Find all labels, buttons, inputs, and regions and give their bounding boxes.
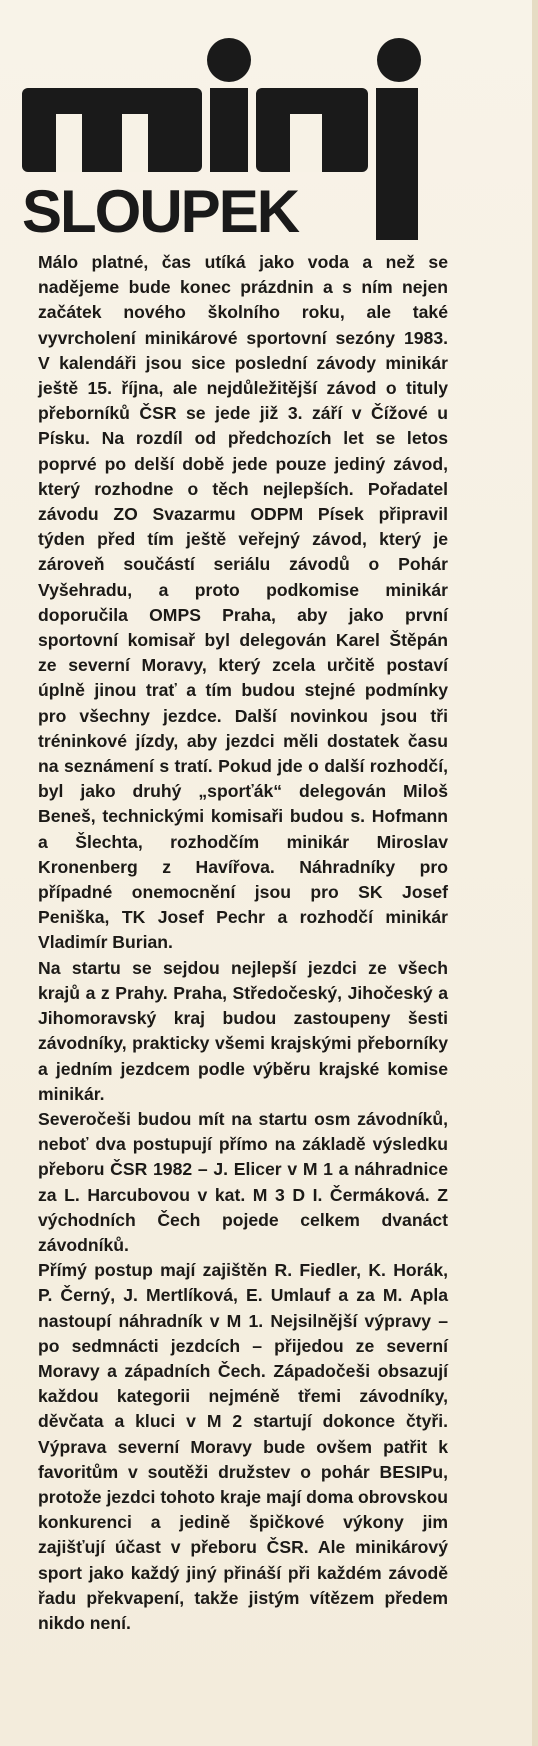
paragraph: Severočeši budou mít na startu osm závodníků, neboť dva postupují přímo na základě výsledku přeboru ČSR 1982 – J. Elicer v M 1 a náhradnice za L. Harcubovou v kat. M 3 D I. Čermáková. Z východních Čech pojede celkem dvanáct závodníků.	[38, 1108, 448, 1255]
paragraph: Na startu se sejdou nejlepší jezdci ze všech krajů a z Prahy. Praha, Středočeský, Jihočeský a Jihomoravský kraj budou zastoupeny šesti závodníky, prakticky všemi krajskými přeborníky a jedním jezdcem podle výběru krajské komise minikár.	[38, 957, 448, 1104]
paragraph: Málo platné, čas utíká jako voda a než se nadějeme bude konec prázdnin a s ním nejen začátek nového školního roku, ale také vyvrcholení minikárové sportovní sezóny 1983. V kalendáři jsou sice poslední závody minikár ještě 15. října, ale nejdůležitější závod o tituly přeborníků ČSR se jede již 3. září v Čížové u Písku. Na rozdíl od předchozích let se letos poprvé po delší době jede pouze jediný závod, který rozhodne o těch nejlepších. Pořadatel závodu ZO Svazarmu ODPM Písek připravil týden před tím ještě veřejný závod, který je zároveň součástí seriálu závodů o Pohár Vyšehradu, a proto podkomise minikár doporučila OMPS Praha, aby jako první sportovní komisař byl delegován Karel Štěpán ze severní Moravy, který zcela určitě postaví úplně jinou trať a tím budou stejné podmínky pro všechny jezdce. Další novinkou jsou tři tréninkové jízdy, aby jezdci měli dostatek času na seznámení s tratí. Pokud jde o další rozhodčí, byl jako druhý „sporťák“ delegován Miloš Beneš, technickými komisaři budou s. Hofmann a Šlechta, rozhodčím minikár Miroslav Kronenberg z Havířova. Náhradníky pro případné onemocnění jsou pro SK Josef Peniška, TK Josef Pechr a rozhodčí minikár Vladimír Burian.	[38, 252, 448, 953]
masthead	[22, 24, 454, 244]
article-body	[38, 250, 448, 1636]
paragraph: Přímý postup mají zajištěn R. Fiedler, K. Horák, P. Černý, J. Mertlíková, E. Umlauf a za M. Apla nastoupí náhradník v M 1. Nejsilnější výpravy – po sedmnácti jezdcích – přijedou ze severní Moravy a západních Čech. Západočeši obsazují každou kategorii nejméně třemi závodníky, děvčata a kluci v M 2 startují dokonce čtyři. Výprava severní Moravy bude ovšem patřit k favoritům v soutěži družstev o pohár BESIPu, protože jezdci tohoto kraje mají doma obrovskou konkurenci a jedině špičkové výkony jim zajišťují účast v přeboru ČSR. Ale minikárový sport jako každý jiný přináší při každém závodě řadu překvapení, takže jistým vítězem předem nikdo není.	[38, 1260, 448, 1633]
column-subtitle: SLOUPEK	[22, 178, 299, 245]
